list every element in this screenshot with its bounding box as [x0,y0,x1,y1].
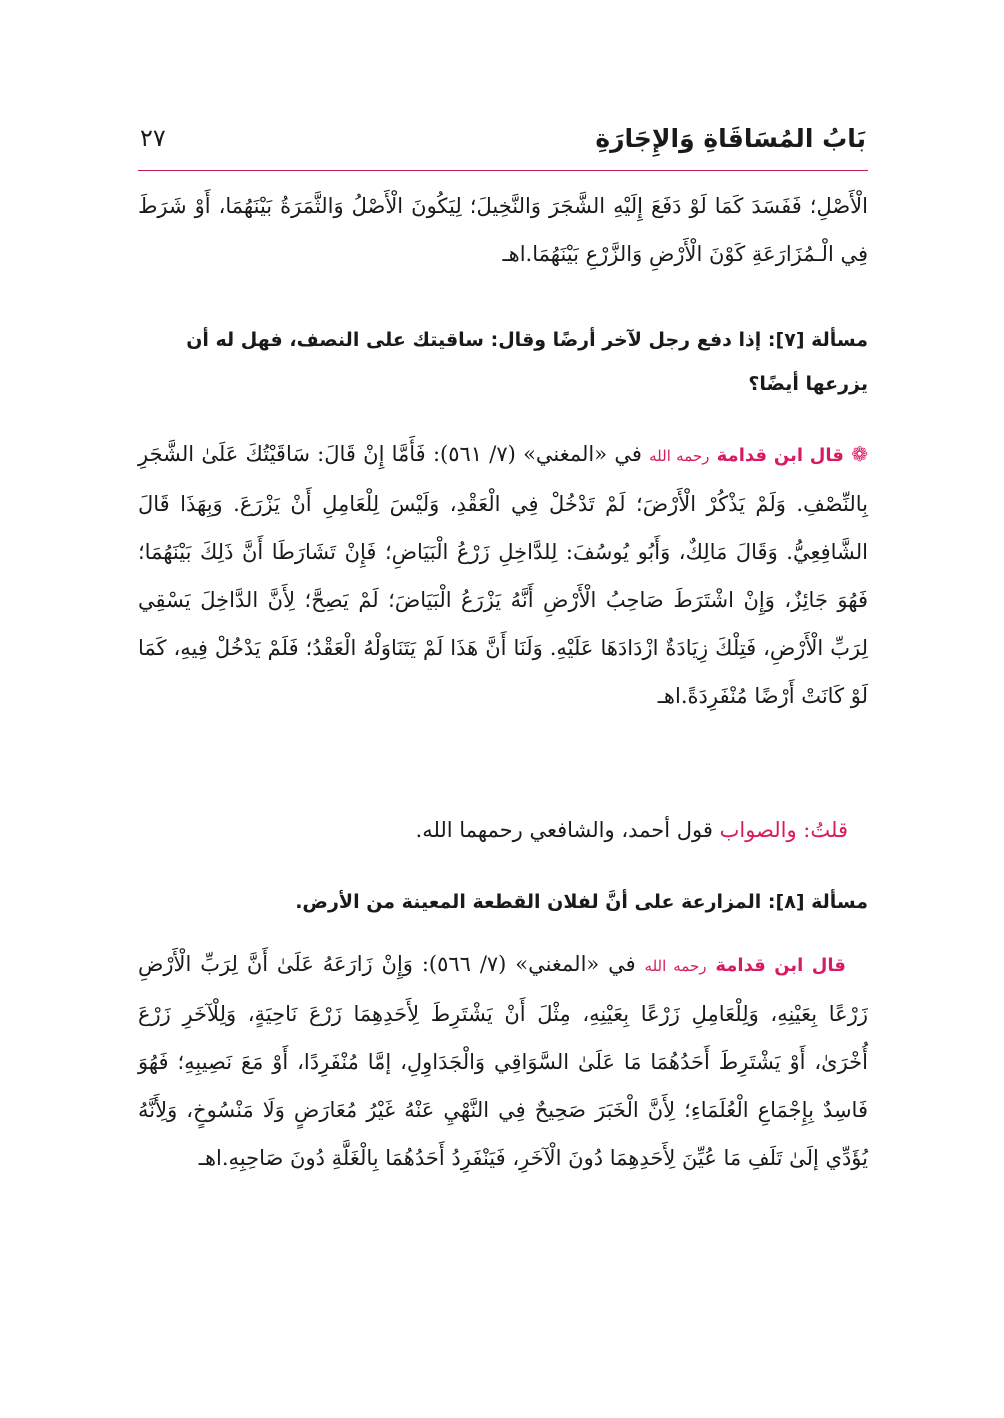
honorific: رحمه الله [649,447,710,465]
issue-question: المزارعة على أنَّ لفلان القطعة المعينة من الأرض. [295,891,762,913]
header-divider [138,170,868,171]
issue-7-heading [138,318,868,406]
note-label: قلتُ: والصواب [719,818,848,842]
issue-label: مسألة [٨]: [767,891,868,913]
continuation-paragraph [138,182,868,278]
quote-text: وَإِنْ زَارَعَهُ عَلَىٰ أَنَّ لِرَبِّ الْأَرْضِ زَرْعًا بِعَيْنِهِ، وَلِلْعَامِلِ زَرْعًا بِعَيْنِهِ، مِثْلَ أَنْ يَشْتَرِطَ لِأَحَدِهِمَا زَرْعَ نَاحِيَةٍ، وَلِلْآخَرِ زَرْعَ أُخْرَىٰ، أَوْ يَشْتَرِطَ أَحَدُهُمَا مَا عَلَىٰ السَّوَاقِي وَالْجَدَاوِلِ، إمَّا مُنْفَرِدًا، أَوْ مَعَ نَصِيبِهِ؛ فَهُوَ فَاسِدٌ بِإِجْمَاعِ الْعُلَمَاءِ؛ لِأَنَّ الْخَبَرَ صَحِيحٌ فِي النَّهْيِ عَنْهُ غَيْرُ مُعَارَضٍ وَلَا مَنْسُوخٍ، وَلِأَنَّهُ يُؤَدِّي إلَىٰ تَلَفِ مَا عُيِّنَ لِأَحَدِهِمَا دُونَ الْآخَرِ، فَيَنْفَرِدُ أَحَدُهُمَا بِالْغَلَّةِ دُونَ صَاحِبِهِ.اهـ [138,952,868,1170]
author-note [138,806,868,854]
ibn-qudamah-quote-1 [138,430,868,720]
flower-ornament-icon: ❁ [851,442,868,466]
chapter-title: بَابُ المُسَاقَاةِ وَالإِجَارَةِ [595,124,866,153]
note-text: قول أحمد، والشافعي رحمهما الله. [415,818,713,842]
source-citation: في «المغني» (٧/ ٥٦٦): [421,952,636,976]
page-number: ٢٧ [140,124,166,152]
issue-8-heading [138,880,868,924]
honorific: رحمه الله [644,957,707,975]
running-header [140,120,866,170]
source-citation: في «المغني» (٧/ ٥٦١): [432,442,642,466]
issue-label: مسألة [٧]: [767,329,868,351]
speaker-name: قال ابن قدامة [716,445,844,466]
paragraph-text: الْأَصْلِ؛ فَفَسَدَ كَمَا لَوْ دَفَعَ إِلَيْهِ الشَّجَرَ وَالنَّخِيلَ؛ لِيَكُونَ الْأَصْلُ وَالثَّمَرَةُ بَيْنَهُمَا، أَوْ شَرَطَ فِي الْـمُزَارَعَةِ كَوْنَ الْأَرْضِ وَالزَّرْعِ بَيْنَهُمَا.اهـ [138,194,868,266]
ibn-qudamah-quote-2 [138,940,868,1182]
issue-question: إذا دفع رجل لآخر أرضًا وقال: ساقيتك على النصف، فهل له أن يزرعها أيضًا؟ [186,329,868,395]
quote-text: فَأَمَّا إِنْ قَالَ: سَاقَيْتُكَ عَلَىٰ الشَّجَرِ بِالنِّصْفِ. وَلَمْ يَذْكُرْ الْأَرْضَ؛ لَمْ تَدْخُلْ فِي الْعَقْدِ، وَلَيْسَ لِلْعَامِلِ أَنْ يَزْرَعَ. وَبِهَذَا قَالَ الشَّافِعِيُّ. وَقَالَ مَالِكٌ، وَأَبُو يُوسُفَ: لِلدَّاخِلِ زَرْعُ الْبَيَاضِ؛ فَإِنْ تَشَارَطَا أَنَّ ذَلِكَ بَيْنَهُمَا؛ فَهُوَ جَائِزٌ، وَإِنْ اشْتَرَطَ صَاحِبُ الْأَرْضِ أَنَّهُ يَزْرَعُ الْبَيَاضَ؛ لَمْ يَصِحَّ؛ لِأَنَّ الدَّاخِلَ يَسْقِي لِرَبِّ الْأَرْضِ، فَتِلْكَ زِيَادَةٌ ازْدَادَهَا عَلَيْهِ. وَلَنَا أَنَّ هَذَا لَمْ يَتَنَاوَلْهُ الْعَقْدُ؛ فَلَمْ يَدْخُلْ فِيهِ، كَمَا لَوْ كَانَتْ أَرْضًا مُنْفَرِدَةً.اهـ [138,442,868,708]
speaker-name: قال ابن قدامة [715,955,846,976]
